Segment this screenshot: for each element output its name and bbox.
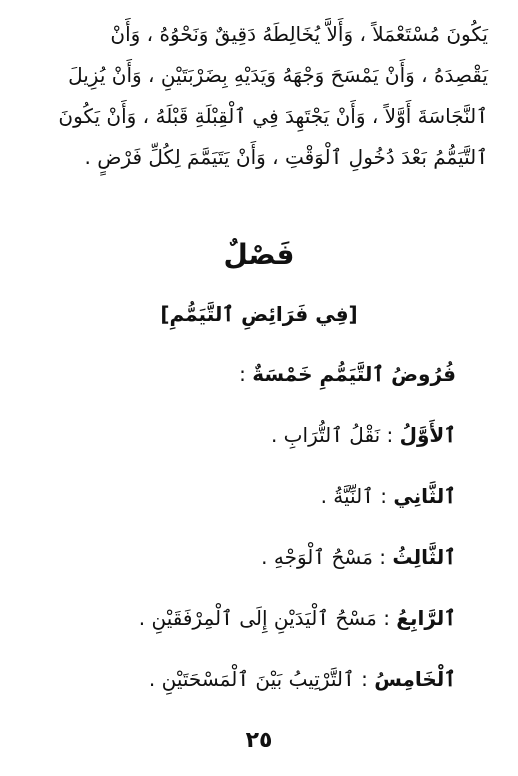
list-item [261,537,456,577]
item-text: : ٱلتَّرْتِيبُ بَيْنَ ٱلْمَسْحَتَيْنِ . [148,667,375,691]
item-term: ٱلثَّانِي [393,484,456,508]
page-number: ٢٥ [245,728,273,753]
list-item [149,659,456,699]
item-term: ٱلثَّالِثُ [392,545,456,569]
item-text: : ٱلنِّيَّةُ . [320,484,394,508]
section-subheading: [فِي فَرَائِضِ ٱلتَّيَمُّمِ] [160,302,358,326]
list-item [271,415,456,455]
item-text: : نَقْلُ ٱلتُّرَابِ . [270,423,400,447]
item-term: ٱلْخَامِسُ [374,667,456,691]
item-term: ٱلأَوَّلُ [399,423,456,447]
intro-colon: : [239,362,253,386]
list-item [321,476,456,516]
section-heading: فَصْلٌ [223,238,295,271]
paragraph-line: ٱلنَّجَاسَةَ أَوَّلاً ، وَأَنْ يَجْتَهِدَ فِي ٱلْقِبْلَةِ قَبْلَهُ ، وَأَنْ يَكُونَ [58,104,488,128]
item-term: ٱلرَّابِعُ [396,606,456,630]
list-item [139,598,456,638]
paragraph-line: يَقْصِدَهُ ، وَأَنْ يَمْسَحَ وَجْهَهُ وَيَدَيْهِ بِضَرْبَتَيْنِ ، وَأَنْ يُزِيلَ [68,63,488,87]
item-text: : مَسْحُ ٱلْوَجْهِ . [261,545,393,569]
paragraph-line: ٱلتَّيَمُّمُ بَعْدَ دُخُولِ ٱلْوَقْتِ ، وَأَنْ يَتَيَمَّمَ لِكُلِّ فَرْضٍ . [84,145,488,169]
paragraph-line: يَكُونَ مُسْتَعْمَلاً ، وَأَلاَّ يُخَالِطَهُ دَقِيقٌ وَنَحْوُهُ ، وَأَنْ [110,22,488,46]
intro-term: فُرُوضُ ٱلتَّيَمُّمِ خَمْسَةٌ [252,362,456,386]
obligations-intro [239,354,456,394]
continued-paragraph [40,14,488,178]
item-text: : مَسْحُ ٱلْيَدَيْنِ إِلَى ٱلْمِرْفَقَيْنِ . [138,606,397,630]
